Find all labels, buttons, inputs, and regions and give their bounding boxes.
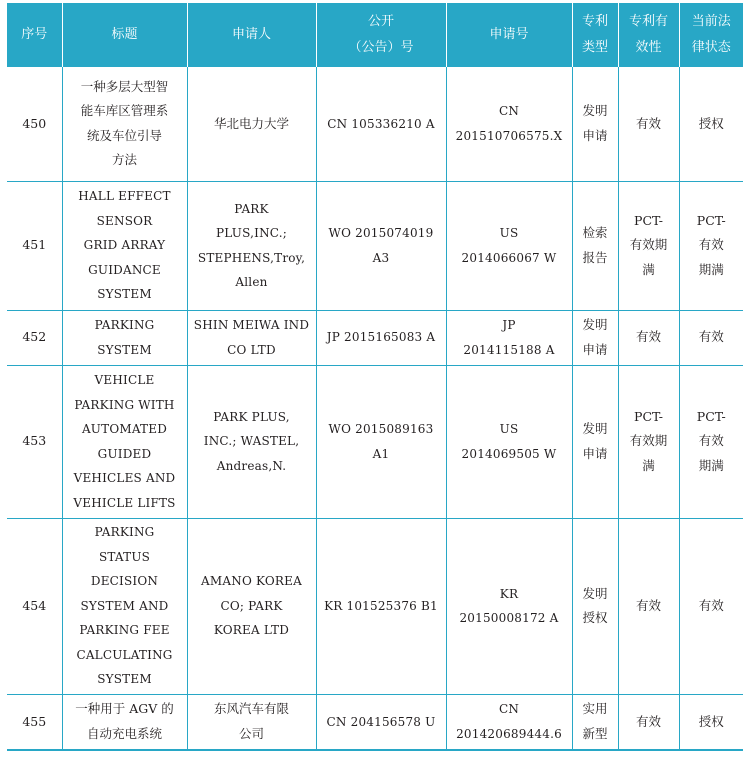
cell-type: 发明 申请 [572,365,618,518]
cell-pub-no: KR 101525376 B1 [316,518,446,694]
cell-validity: 有效 [618,518,679,694]
cell-app-no: KR 20150008172 A [446,518,572,694]
cell-status: 授权 [679,694,743,750]
header-type: 专利 类型 [572,3,618,67]
cell-index: 455 [7,694,62,750]
cell-index: 450 [7,67,62,181]
cell-applicant: AMANO KOREA CO; PARK KOREA LTD [187,518,316,694]
cell-type: 检索 报告 [572,181,618,310]
cell-app-no: CN 201510706575.X [446,67,572,181]
cell-title: 一种多层大型智 能车库区管理系 统及车位引导 方法 [62,67,187,181]
cell-app-no: US 2014069505 W [446,365,572,518]
table-row [7,181,743,310]
cell-app-no: JP 2014115188 A [446,310,572,365]
cell-title: HALL EFFECT SENSOR GRID ARRAY GUIDANCE SYSTEM [62,181,187,310]
cell-app-no: US 2014066067 W [446,181,572,310]
cell-type: 实用 新型 [572,694,618,750]
cell-pub-no: CN 105336210 A [316,67,446,181]
cell-status: 有效 [679,310,743,365]
patent-table [7,3,743,751]
cell-status: 授权 [679,67,743,181]
cell-index: 454 [7,518,62,694]
cell-pub-no: CN 204156578 U [316,694,446,750]
cell-index: 453 [7,365,62,518]
cell-index: 451 [7,181,62,310]
cell-pub-no: WO 2015089163 A1 [316,365,446,518]
header-title: 标题 [62,3,187,67]
cell-applicant: PARK PLUS, INC.; WASTEL, Andreas,N. [187,365,316,518]
cell-validity: 有效 [618,67,679,181]
cell-type: 发明 申请 [572,67,618,181]
cell-status: PCT- 有效 期满 [679,181,743,310]
cell-validity: PCT- 有效期 满 [618,181,679,310]
header-index: 序号 [7,3,62,67]
cell-validity: 有效 [618,694,679,750]
cell-index: 452 [7,310,62,365]
cell-title: PARKING SYSTEM [62,310,187,365]
cell-applicant: 华北电力大学 [187,67,316,181]
table-row [7,310,743,365]
cell-app-no: CN 201420689444.6 [446,694,572,750]
cell-applicant: PARK PLUS,INC.; STEPHENS,Troy, Allen [187,181,316,310]
header-status: 当前法 律状态 [679,3,743,67]
cell-status: 有效 [679,518,743,694]
header-row [7,3,743,67]
cell-type: 发明 申请 [572,310,618,365]
header-applicant: 申请人 [187,3,316,67]
table-row [7,518,743,694]
cell-status: PCT- 有效 期满 [679,365,743,518]
cell-validity: 有效 [618,310,679,365]
cell-pub-no: WO 2015074019 A3 [316,181,446,310]
cell-title: 一种用于 AGV 的 自动充电系统 [62,694,187,750]
table-row [7,67,743,181]
table-row [7,694,743,750]
cell-applicant: SHIN MEIWA IND CO LTD [187,310,316,365]
cell-applicant: 东风汽车有限 公司 [187,694,316,750]
table-row [7,365,743,518]
header-app-no: 申请号 [446,3,572,67]
cell-title: VEHICLE PARKING WITH AUTOMATED GUIDED VEHICLES AND VEHICLE LIFTS [62,365,187,518]
cell-type: 发明 授权 [572,518,618,694]
cell-pub-no: JP 2015165083 A [316,310,446,365]
cell-validity: PCT- 有效期 满 [618,365,679,518]
cell-title: PARKING STATUS DECISION SYSTEM AND PARKING FEE CALCULATING SYSTEM [62,518,187,694]
header-validity: 专利有 效性 [618,3,679,67]
header-pub-no: 公开 （公告）号 [316,3,446,67]
